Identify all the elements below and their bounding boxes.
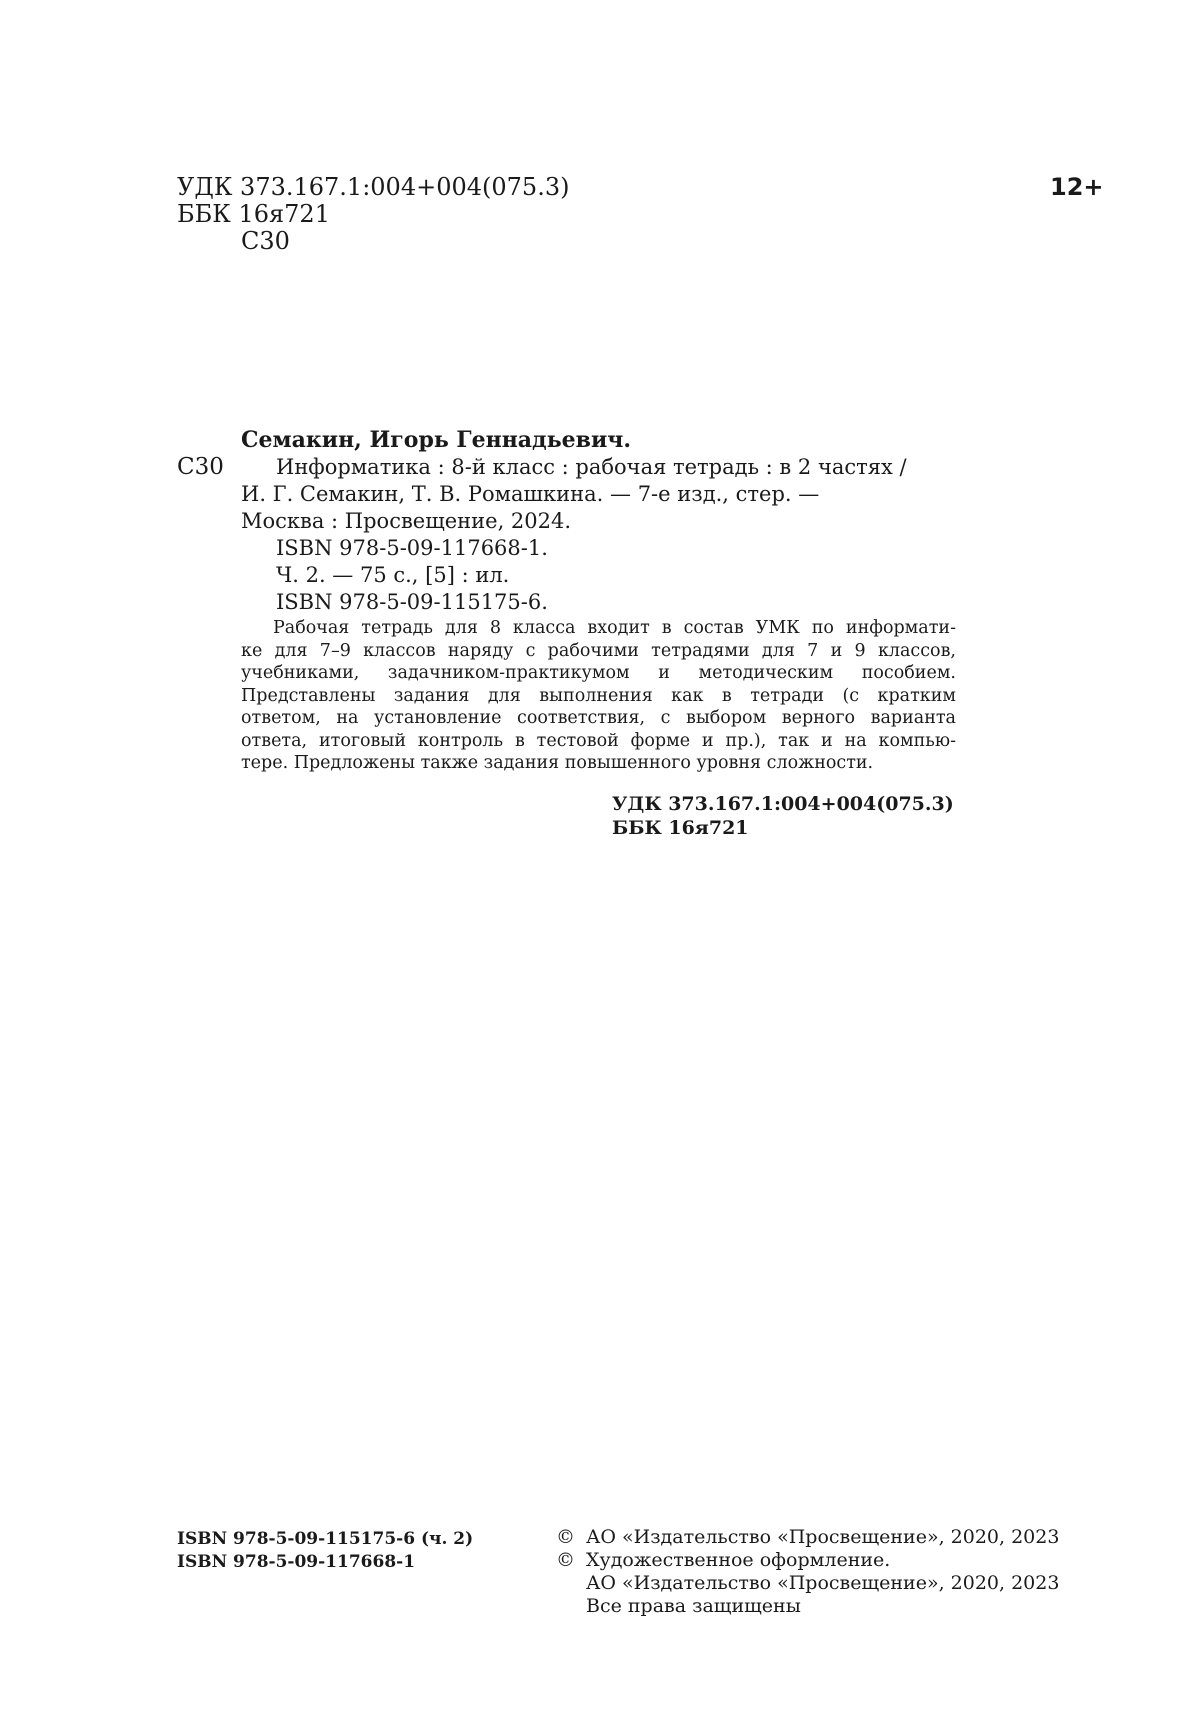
- copyright-line: [556, 1549, 890, 1572]
- copyright-icon: ©: [556, 1549, 575, 1571]
- bibliographic-title-line: И. Г. Семакин, Т. В. Ромашкина. — 7-е изд., стер. —: [241, 482, 820, 506]
- footer-isbn-general: ISBN 978-5-09-117668-1: [177, 1552, 416, 1572]
- annotation-line: ответом, на установление соответствия, с выбором верного варианта: [241, 708, 956, 728]
- bbk-code-footer: ББК 16я721: [612, 817, 749, 839]
- copyright-text: АО «Издательство «Просвещение», 2020, 2023: [586, 1526, 1060, 1548]
- part-description: Ч. 2. — 75 с., [5] : ил.: [276, 563, 510, 587]
- catalog-author-sign: С30: [177, 454, 224, 480]
- bibliographic-title-line: Информатика : 8-й класс : рабочая тетрадь : в 2 частях /: [276, 455, 907, 479]
- author-heading: Семакин, Игорь Геннадьевич.: [241, 427, 632, 453]
- copyright-text: Художественное оформление.: [586, 1549, 891, 1571]
- annotation-line: ке для 7–9 классов наряду с рабочими тетрадями для 7 и 9 классов,: [241, 640, 956, 661]
- annotation-paragraph: [241, 617, 956, 775]
- copyright-line: АО «Издательство «Просвещение», 2020, 2023: [586, 1572, 1060, 1594]
- annotation-line: ответа, итоговый контроль в тестовой форме и пр.), так и на компью-: [241, 730, 956, 751]
- bibliographic-title-line: Москва : Просвещение, 2024.: [241, 509, 572, 533]
- annotation-line: Рабочая тетрадь для 8 класса входит в состав УМК по информати-: [273, 618, 956, 638]
- annotation-line: тере. Предложены также задания повышенного уровня сложности.: [241, 753, 874, 773]
- copyright-icon: ©: [556, 1526, 575, 1548]
- bbk-code-header: ББК 16я721: [177, 200, 330, 228]
- udk-code-footer: УДК 373.167.1:004+004(075.3): [612, 793, 954, 815]
- copyright-line: [556, 1526, 1059, 1549]
- age-rating-badge: 12+: [1050, 173, 1104, 201]
- annotation-line: учебниками, задачником-практикумом и методическим пособием.: [241, 663, 956, 683]
- footer-isbn-part: ISBN 978-5-09-115175-6 (ч. 2): [177, 1529, 474, 1549]
- isbn-part: ISBN 978-5-09-115175-6.: [276, 590, 548, 614]
- rights-reserved: Все права защищены: [586, 1595, 801, 1617]
- udk-code-header: УДК 373.167.1:004+004(075.3): [177, 173, 570, 201]
- isbn-general: ISBN 978-5-09-117668-1.: [276, 536, 548, 560]
- author-sign-header: С30: [241, 227, 290, 255]
- annotation-line: Представлены задания для выполнения как в тетради (с кратким: [241, 685, 956, 706]
